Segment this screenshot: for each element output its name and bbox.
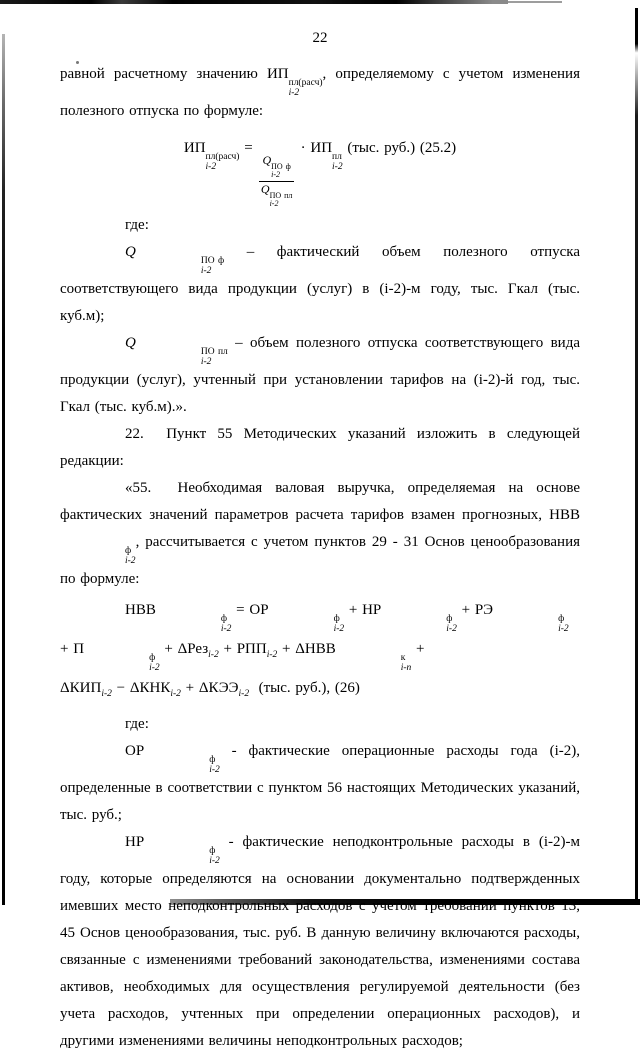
scan-edge-right bbox=[635, 8, 638, 905]
formula-25-2: ИП пл(расч) i-2 = Q ПО ф i-2 Q ПО пл i-2 · ИП пл i-2 (тыс. руб.) (25.2) bbox=[183, 140, 457, 208]
paragraph-intro: равной расчетному значению ИП пл(расч) i-2 , определяемому с учетом изменения полезного отпуска по формуле: bbox=[60, 66, 580, 119]
where-label-1: где: bbox=[125, 217, 149, 233]
def-nr: НР ф i-2 - фактические неподконтрольные расходы в (i-2)-м году, которые определяются на основании документально подтвержденных имевших место неподконтрольных расходов с учетом требований пунктов 13, 45 Основ ценообразования, тыс. руб. В данную величину включаются расходы, связанные с изменениями требований законодательства, изменениями состава активов, необходимых для осуществления регулируемой деятельности (без учета расходов, учтенных при определении операционных расходов), и другими изменениями величины неподконтрольных расходов; bbox=[60, 834, 580, 1049]
def-op: ОР ф i-2 - фактические операционные расходы года (i-2), определенные в соответствии с пунктом 56 настоящих Методических указаний, тыс. руб.; bbox=[60, 743, 580, 823]
where-label-2: где: bbox=[125, 716, 149, 732]
page-body bbox=[60, 0, 580, 1055]
paragraph-item-22: 22. Пункт 55 Методических указаний изложить в следующей редакции: bbox=[60, 426, 580, 469]
def-q-fact: Q ПО ф i-2 – фактический объем полезного отпуска соответствующего вида продукции (услуг) в (i-2)-м году, тыс. Гкал (тыс. куб.м); bbox=[60, 244, 580, 324]
def-q-plan: Q ПО пл i-2 – объем полезного отпуска соответствующего вида продукции (услуг), учтенный при установлении тарифов на (i-2)-й год, тыс. Гкал (тыс. куб.м).». bbox=[60, 335, 580, 415]
page-number: 22 bbox=[312, 30, 328, 46]
formula-26: НВВ ф i-2 = ОР ф i-2 + НР ф i-2 + РЭ ф i-2 + П ф i-2 + $\Delta Рез_{i-2} + РПП_{i-2} + \Delta НВВ$ к i-n + $\Delta КИП_{i-2} - \Delta КНК_{i-2} + \Delta КЭЭ_{i-2}$ (тыс. руб.), (26) bbox=[60, 602, 569, 699]
paragraph-item-55: «55. Необходимая валовая выручка, определяемая на основе фактических значений параметров расчета тарифов взамен прогнозных, НВВ ф i-2 , рассчитывается с учетом пунктов 29 - 31 Основ ценообразования по формуле: bbox=[60, 480, 580, 587]
scan-edge-left bbox=[2, 34, 5, 905]
